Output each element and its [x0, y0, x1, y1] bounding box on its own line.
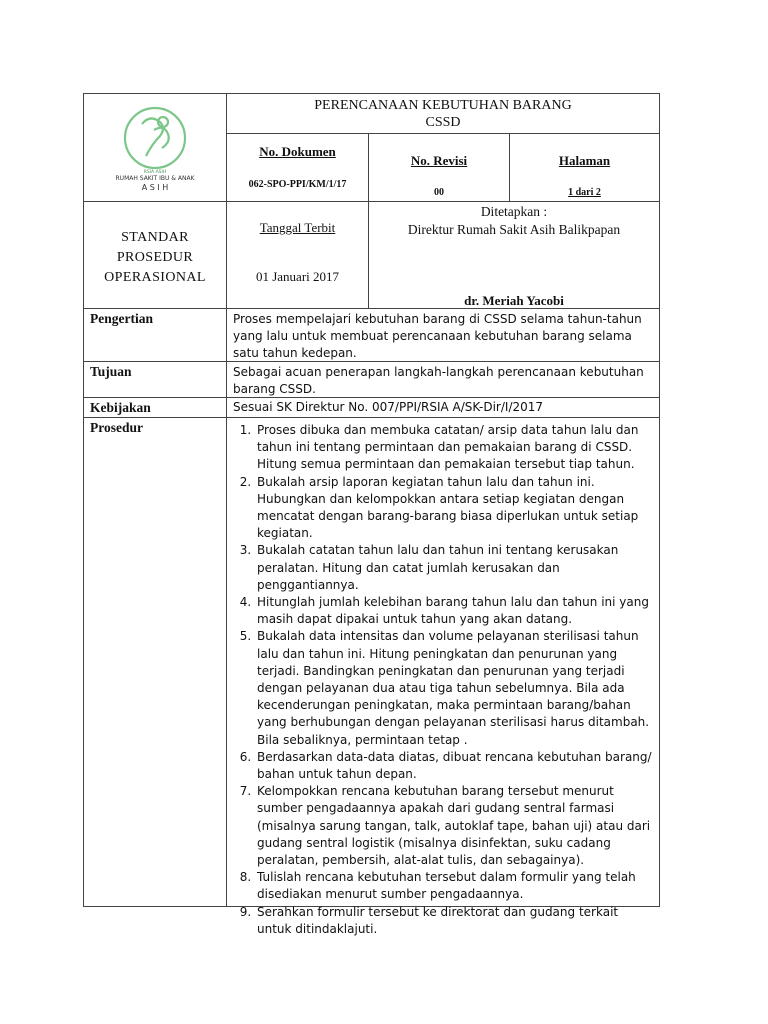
logo-org-name: A S I H: [141, 183, 169, 192]
no-revisi-label: No. Revisi: [410, 153, 468, 168]
spo-title-cell: [83, 201, 227, 309]
no-dokumen-cell: [226, 133, 369, 202]
prosedur-step: 1. Proses dibuka dan membuka catatan/ arsip data tahun lalu dan tahun ini tentang permintaan dan pemakaian barang di CSSD. Hitung semua permintaan dan pemakaian tersebut tiap tahun.: [255, 422, 653, 474]
prosedur-label: Prosedur: [83, 417, 227, 907]
kebijakan-text: Sesuai SK Direktur No. 007/PPI/RSIA A/SK-Dir/I/2017: [226, 397, 660, 418]
tanggal-terbit-cell: [226, 201, 369, 309]
ditetapkan-label: Ditetapkan :: [480, 204, 548, 219]
prosedur-step: 3. Bukalah catatan tahun lalu dan tahun ini tentang kerusakan peralatan. Hitung dan catat jumlah kerusakan dan penggantiannya.: [255, 542, 653, 594]
tujuan-label: Tujuan: [83, 361, 227, 398]
tujuan-text: Sebagai acuan penerapan langkah-langkah perencanaan kebutuhan barang CSSD.: [226, 361, 660, 398]
halaman-value: 1 dari 2: [568, 187, 601, 198]
spo-line1: STANDAR: [121, 230, 189, 245]
hospital-logo-cell: [83, 93, 227, 202]
no-dokumen-label: No. Dokumen: [259, 144, 336, 159]
prosedur-step: 9. Serahkan formulir tersebut ke direktorat dan gudang terkait untuk ditindaklajuti.: [255, 904, 653, 938]
document-title-cell: [226, 93, 660, 134]
spo-line2: PROSEDUR: [116, 250, 194, 265]
signer-name: dr. Meriah Yacobi: [464, 293, 564, 308]
no-revisi-value: 00: [434, 187, 444, 198]
no-dokumen-value: 062-SPO-PPI/KM/1/17: [248, 179, 347, 190]
prosedur-content: [226, 417, 660, 936]
spo-line3: OPERASIONAL: [104, 270, 206, 285]
no-revisi-cell: [368, 133, 510, 202]
pengertian-text: Proses mempelajari kebutuhan barang di CSSD selama tahun-tahun yang lalu untuk membuat perencanaan kebutuhan barang selama satu tahun kedepan.: [226, 308, 660, 362]
tanggal-terbit-label: Tanggal Terbit: [259, 220, 336, 235]
prosedur-step: 7. Kelompokkan rencana kebutuhan barang tersebut menurut sumber pengadaannya apakah dari gudang sentral farmasi (misalnya sarung tangan, talk, autoklaf tape, bahan uji) atau dari gudang sentral logistik (misalnya disinfektan, suku cadang peralatan, pembersih, alat-alat tulis, dan sebagainya).: [255, 783, 653, 869]
ditetapkan-cell: [368, 201, 660, 309]
direktur-title: Direktur Rumah Sakit Asih Balikpapan: [407, 222, 621, 237]
prosedur-step: 8. Tulislah rencana kebutuhan tersebut dalam formulir yang telah disediakan menurut sumber pengadaannya.: [255, 869, 653, 903]
document-title-line1: PERENCANAAN KEBUTUHAN BARANG: [314, 98, 572, 113]
halaman-cell: [509, 133, 660, 202]
prosedur-step: 5. Bukalah data intensitas dan volume pelayanan sterilisasi tahun lalu dan tahun ini. Hitung peningkatan dan penurunan yang terjadi. Bandingkan peningkatan dan penurunan yang terjadi dengan pelayanan dua atau tiga tahun sebelumnya. Bila ada kecenderungan peningkatan, maka permintaan barang/bahan yang berhubungan dengan pelayanan sterilisasi harus ditambah. Bila sebaliknya, permintaan tetap .: [255, 628, 653, 748]
halaman-label: Halaman: [558, 153, 611, 168]
prosedur-step: 2. Bukalah arsip laporan kegiatan tahun lalu dan tahun ini. Hubungkan dan kelompokkan antara setiap kegiatan dengan mencatat dengan barang-barang biasa diperlukan untuk setiap kegiatan.: [255, 474, 653, 543]
pengertian-label: Pengertian: [83, 308, 227, 362]
tanggal-terbit-value: 01 Januari 2017: [255, 269, 340, 284]
hospital-logo-icon: [84, 94, 226, 201]
kebijakan-label: Kebijakan: [83, 397, 227, 418]
prosedur-step: 4. Hitunglah jumlah kelebihan barang tahun lalu dan tahun ini yang masih dapat dipakai untuk tahun yang akan datang.: [255, 594, 653, 628]
prosedur-step: 6. Berdasarkan data-data diatas, dibuat rencana kebutuhan barang/ bahan untuk tahun depan.: [255, 749, 653, 783]
logo-small-text: RSIA ASIH: [143, 170, 167, 175]
prosedur-steps-list: [233, 422, 653, 938]
logo-org-line: RUMAH SAKIT IBU & ANAK: [115, 175, 195, 182]
document-title-line2: CSSD: [425, 115, 461, 130]
